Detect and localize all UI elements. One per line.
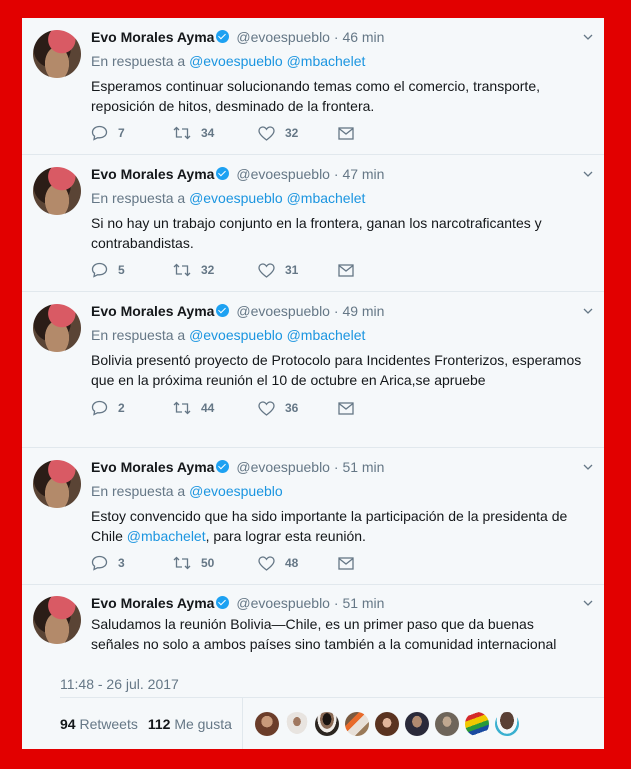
separator: · bbox=[333, 303, 339, 319]
heart-icon bbox=[258, 401, 275, 416]
like-count: 31 bbox=[285, 263, 299, 277]
author-name[interactable]: Evo Morales Ayma bbox=[91, 29, 215, 45]
verified-badge-icon bbox=[216, 167, 229, 180]
separator: · bbox=[333, 595, 339, 611]
chevron-down-icon[interactable] bbox=[583, 32, 593, 42]
chevron-down-icon[interactable] bbox=[583, 306, 593, 316]
tweet-item[interactable] bbox=[22, 448, 604, 585]
tweet-time[interactable]: 46 min bbox=[342, 29, 385, 45]
verified-badge-icon bbox=[216, 460, 229, 473]
retweet-button[interactable] bbox=[173, 263, 258, 277]
liker-avatar[interactable] bbox=[285, 712, 309, 736]
liker-avatar[interactable] bbox=[405, 712, 429, 736]
likes-label: Me gusta bbox=[174, 715, 232, 732]
reply-button[interactable] bbox=[91, 555, 173, 571]
tweet-header bbox=[91, 594, 584, 612]
retweets-stat[interactable] bbox=[60, 716, 138, 732]
reply-icon bbox=[91, 555, 108, 571]
tweet-thread-card bbox=[22, 18, 604, 749]
retweet-button[interactable] bbox=[173, 556, 258, 570]
heart-icon bbox=[258, 126, 275, 141]
liker-avatar[interactable] bbox=[435, 712, 459, 736]
liker-avatar[interactable] bbox=[375, 712, 399, 736]
liker-avatars bbox=[243, 712, 525, 736]
retweet-button[interactable] bbox=[173, 401, 258, 415]
tweet-text: Si no hay un trabajo conjunto en la frontera, ganan los narcotraficantes y contrabandistas. bbox=[91, 215, 542, 251]
likes-stat[interactable] bbox=[148, 716, 232, 732]
reply-count: 7 bbox=[118, 126, 125, 140]
reply-prefix: En respuesta a bbox=[91, 190, 186, 206]
direct-message-button[interactable] bbox=[338, 557, 354, 570]
likes-count: 112 bbox=[147, 715, 171, 732]
retweet-count: 44 bbox=[201, 401, 215, 415]
tweet-text: Saludamos la reunión Bolivia—Chile, es un primer paso que da buenas señales no solo a ambos países sino también a la comunidad internacional bbox=[91, 616, 557, 652]
tweet-item[interactable] bbox=[22, 155, 604, 292]
tweet-actions bbox=[91, 555, 354, 571]
liker-avatar[interactable] bbox=[255, 712, 279, 736]
reply-context bbox=[91, 52, 584, 70]
reply-count: 5 bbox=[118, 263, 125, 277]
tweet-text: Esperamos continuar solucionando temas como el comercio, transporte, reposición de hitos, desminado de la frontera. bbox=[91, 78, 540, 114]
like-count: 32 bbox=[285, 126, 299, 140]
reply-icon bbox=[91, 262, 108, 278]
reply-count: 2 bbox=[118, 401, 125, 415]
retweet-count: 34 bbox=[201, 126, 215, 140]
mention-link[interactable]: @evoespueblo bbox=[189, 483, 283, 499]
author-handle[interactable]: @evoespueblo bbox=[236, 166, 330, 182]
envelope-icon bbox=[338, 402, 354, 415]
engagement-bar bbox=[60, 697, 604, 749]
tweet-time[interactable]: 49 min bbox=[342, 303, 385, 319]
avatar[interactable] bbox=[33, 304, 81, 352]
tweet-header bbox=[91, 165, 584, 183]
tweet-item[interactable] bbox=[22, 292, 604, 448]
reply-icon bbox=[91, 400, 108, 416]
avatar[interactable] bbox=[33, 167, 81, 215]
heart-icon bbox=[258, 263, 275, 278]
retweets-count: 94 bbox=[60, 715, 76, 732]
reply-button[interactable] bbox=[91, 262, 173, 278]
separator: · bbox=[333, 29, 339, 45]
tweet-text: Bolivia presentó proyecto de Protocolo para Incidentes Fronterizos, esperamos que en la próxima reunión el 10 de octubre en Arica,se apruebe bbox=[91, 352, 582, 388]
liker-avatar[interactable] bbox=[315, 712, 339, 736]
author-handle[interactable]: @evoespueblo bbox=[236, 459, 330, 475]
liker-avatar[interactable] bbox=[495, 712, 519, 736]
retweet-button[interactable] bbox=[173, 126, 258, 140]
like-button[interactable] bbox=[258, 556, 338, 571]
author-handle[interactable]: @evoespueblo bbox=[236, 595, 330, 611]
avatar[interactable] bbox=[33, 596, 81, 644]
tweet-actions bbox=[91, 400, 354, 416]
tweet-item[interactable] bbox=[22, 18, 604, 155]
retweet-icon bbox=[173, 556, 191, 570]
separator: · bbox=[333, 459, 339, 475]
tweet-timestamp[interactable]: 11:48 - 26 jul. 2017 bbox=[60, 676, 179, 692]
retweet-icon bbox=[173, 401, 191, 415]
tweet-actions bbox=[91, 262, 354, 278]
like-button[interactable] bbox=[258, 401, 338, 416]
author-handle[interactable]: @evoespueblo bbox=[236, 303, 330, 319]
reply-button[interactable] bbox=[91, 400, 173, 416]
tweet-text-part: , para lograr esta reunión. bbox=[205, 528, 366, 544]
tweet-time[interactable]: 51 min bbox=[342, 459, 385, 475]
reply-prefix: En respuesta a bbox=[91, 327, 186, 343]
liker-avatar[interactable] bbox=[465, 712, 489, 736]
tweet-header bbox=[91, 302, 584, 320]
verified-badge-icon bbox=[216, 304, 229, 317]
envelope-icon bbox=[338, 127, 354, 140]
direct-message-button[interactable] bbox=[338, 264, 354, 277]
reply-prefix: En respuesta a bbox=[91, 53, 186, 69]
retweet-count: 50 bbox=[201, 556, 215, 570]
mention-link[interactable]: @evoespueblo bbox=[189, 190, 283, 206]
avatar[interactable] bbox=[33, 460, 81, 508]
retweet-icon bbox=[173, 126, 191, 140]
avatar[interactable] bbox=[33, 30, 81, 78]
envelope-icon bbox=[338, 557, 354, 570]
chevron-down-icon[interactable] bbox=[583, 462, 593, 472]
author-name[interactable]: Evo Morales Ayma bbox=[91, 459, 215, 475]
author-name[interactable]: Evo Morales Ayma bbox=[91, 166, 215, 182]
mention-link[interactable]: @mbachelet bbox=[286, 53, 366, 69]
heart-icon bbox=[258, 556, 275, 571]
verified-badge-icon bbox=[216, 596, 229, 609]
chevron-down-icon[interactable] bbox=[583, 598, 593, 608]
reply-context bbox=[91, 482, 584, 500]
mention-link[interactable]: @mbachelet bbox=[126, 528, 206, 544]
like-count: 36 bbox=[285, 401, 299, 415]
reply-icon bbox=[91, 125, 108, 141]
engagement-stats bbox=[60, 698, 243, 749]
author-name[interactable]: Evo Morales Ayma bbox=[91, 303, 215, 319]
retweet-icon bbox=[173, 263, 191, 277]
tweet-actions bbox=[91, 125, 354, 141]
retweet-count: 32 bbox=[201, 263, 215, 277]
author-name[interactable]: Evo Morales Ayma bbox=[91, 595, 215, 611]
liker-avatar[interactable] bbox=[345, 712, 369, 736]
direct-message-button[interactable] bbox=[338, 402, 354, 415]
envelope-icon bbox=[338, 264, 354, 277]
separator: · bbox=[333, 166, 339, 182]
tweet-header bbox=[91, 28, 584, 46]
direct-message-button[interactable] bbox=[338, 127, 354, 140]
like-button[interactable] bbox=[258, 126, 338, 141]
tweet-text bbox=[91, 506, 584, 546]
tweet-header bbox=[91, 458, 584, 476]
tweet-text-part: Estoy convencido que ha sido importante la participación de la presidenta de Chile bbox=[91, 508, 568, 544]
tweet-time[interactable]: 51 min bbox=[342, 595, 385, 611]
chevron-down-icon[interactable] bbox=[583, 169, 593, 179]
reply-button[interactable] bbox=[91, 125, 173, 141]
reply-context bbox=[91, 326, 584, 344]
reply-prefix: En respuesta a bbox=[91, 483, 186, 499]
reply-context bbox=[91, 189, 584, 207]
like-count: 48 bbox=[285, 556, 299, 570]
reply-count: 3 bbox=[118, 556, 125, 570]
verified-badge-icon bbox=[216, 30, 229, 43]
mention-link[interactable]: @mbachelet bbox=[286, 190, 366, 206]
mention-link[interactable]: @evoespueblo bbox=[189, 53, 283, 69]
mention-link[interactable]: @evoespueblo bbox=[189, 327, 283, 343]
author-handle[interactable]: @evoespueblo bbox=[236, 29, 330, 45]
retweets-label: Retweets bbox=[79, 715, 138, 732]
tweet-time[interactable]: 47 min bbox=[342, 166, 385, 182]
mention-link[interactable]: @mbachelet bbox=[286, 327, 366, 343]
like-button[interactable] bbox=[258, 263, 338, 278]
